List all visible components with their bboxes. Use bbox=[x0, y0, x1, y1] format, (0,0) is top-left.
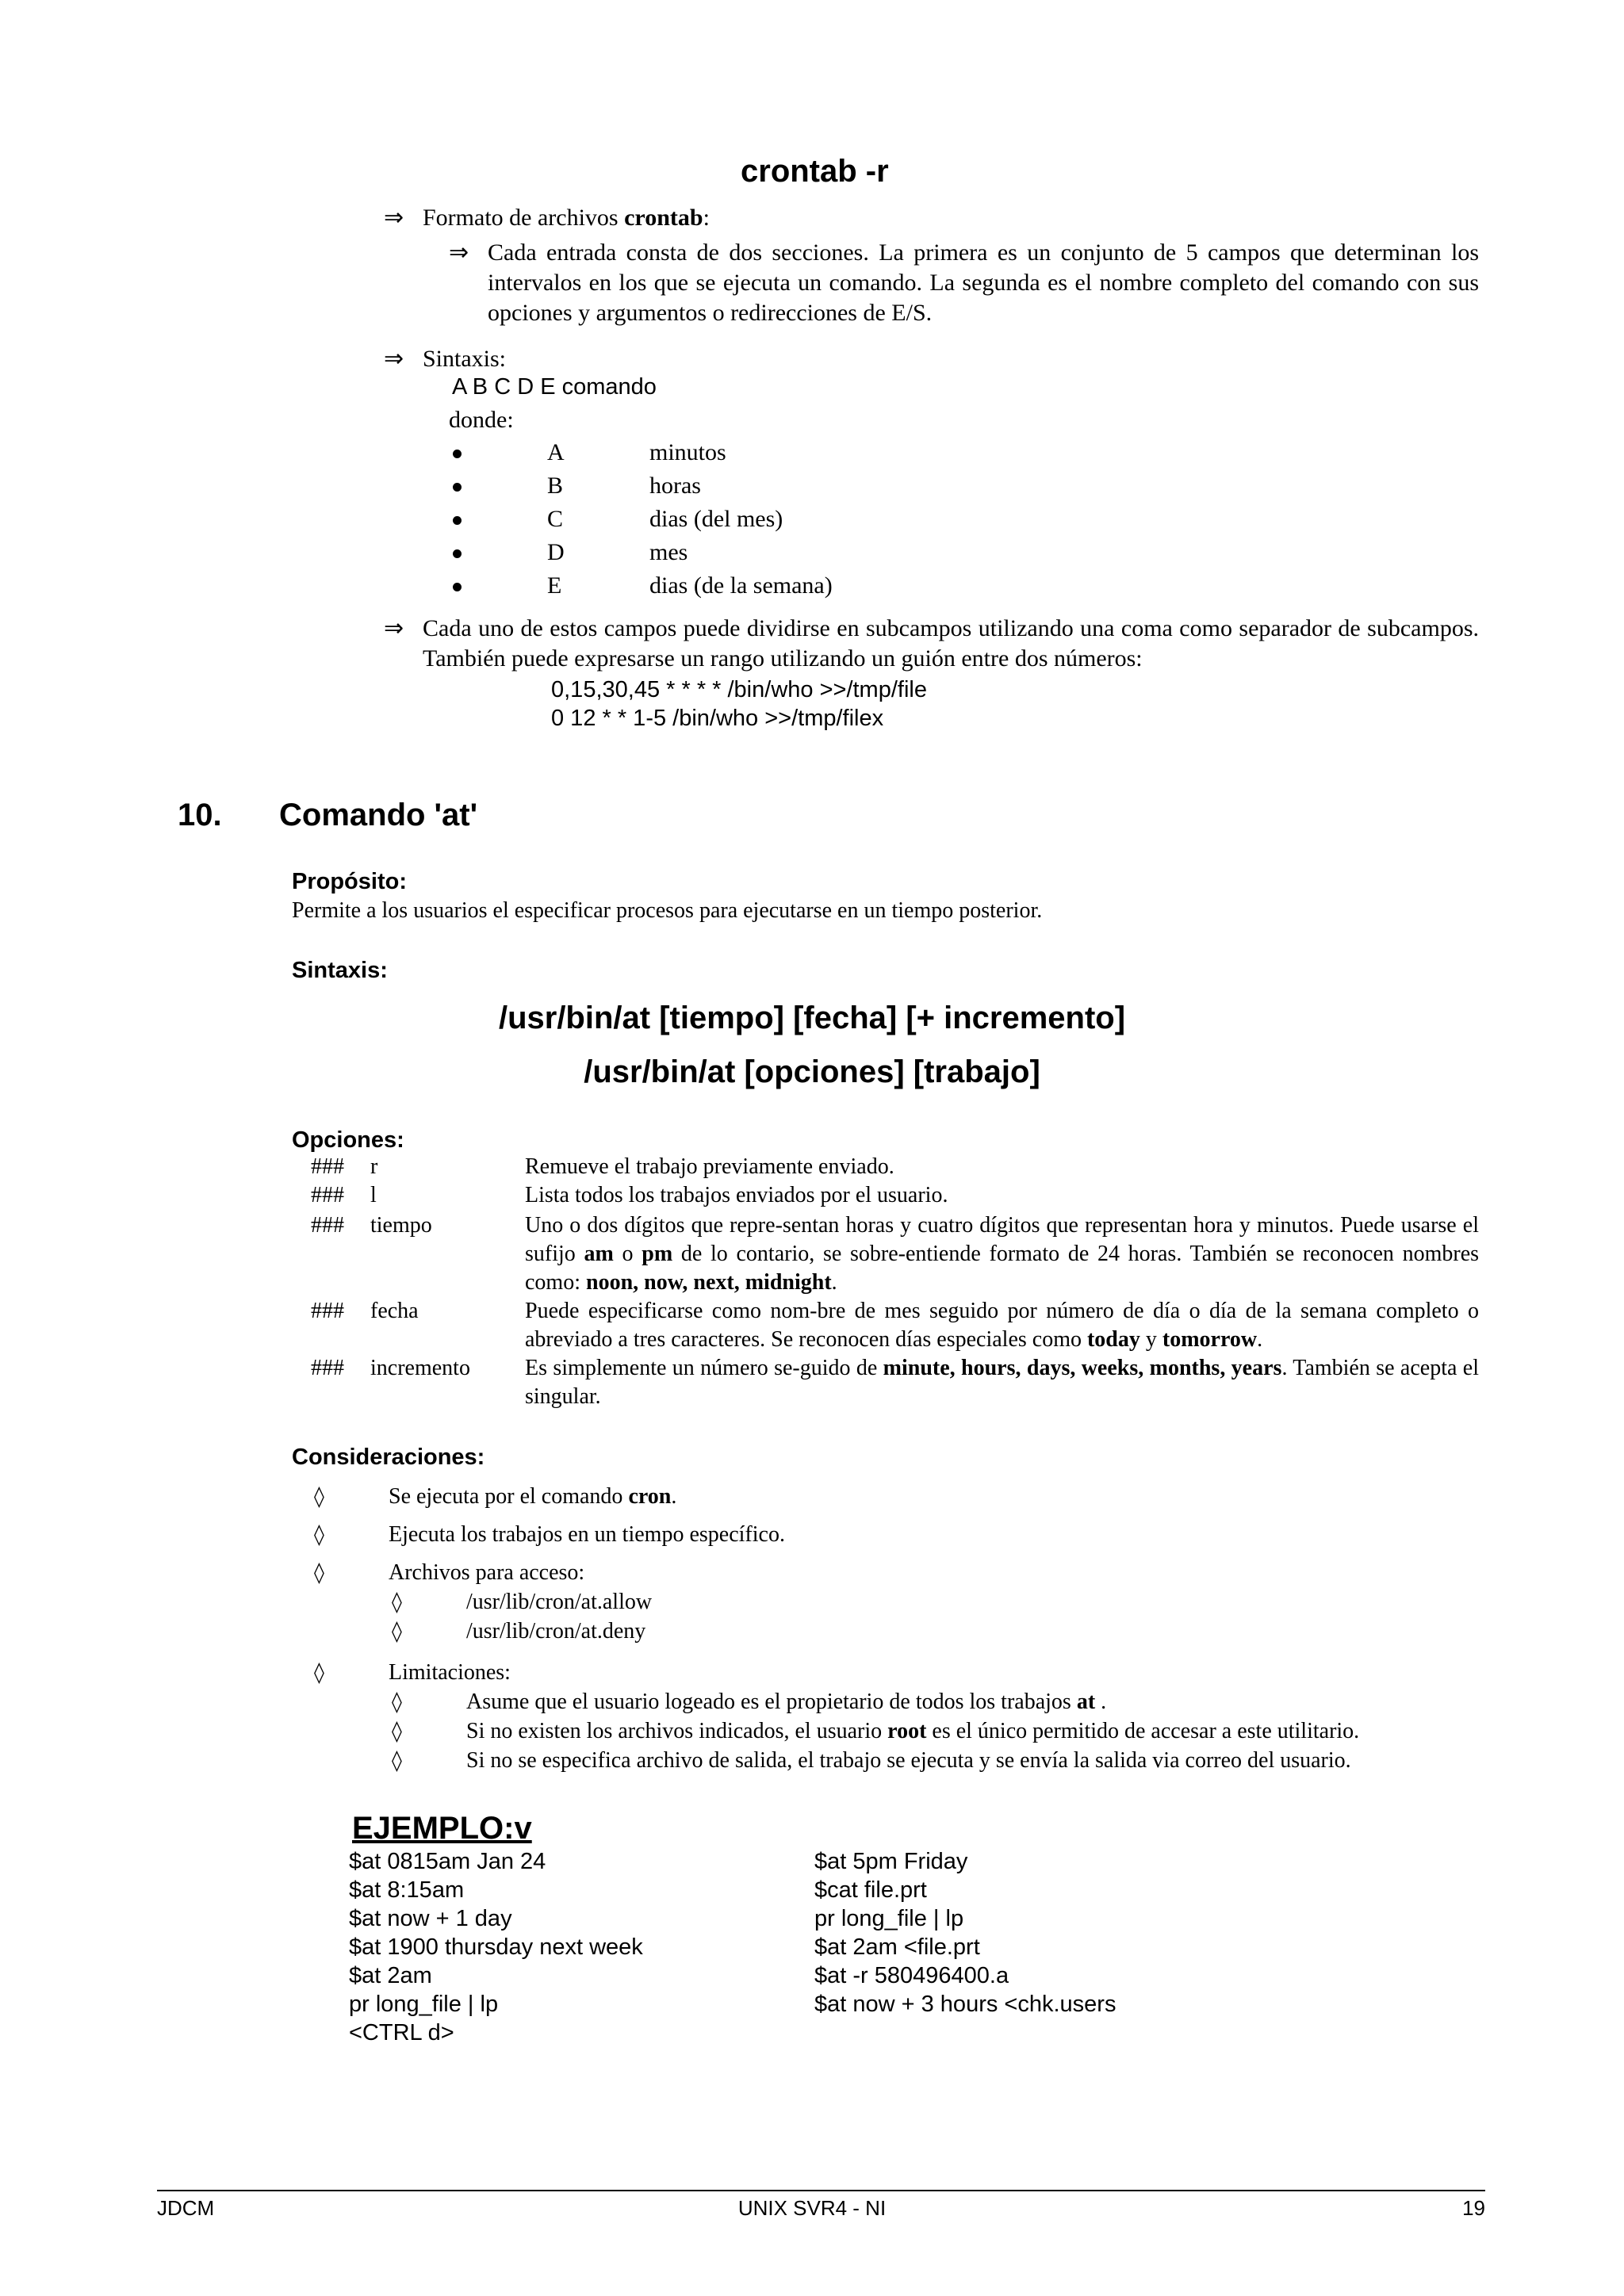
option-name: r bbox=[370, 1154, 378, 1179]
field-letter: E bbox=[547, 572, 562, 599]
limitation-item: Asume que el usuario logeado es el propietario de todos los trabajos at . bbox=[466, 1689, 1107, 1714]
field-desc: horas bbox=[649, 473, 701, 499]
crontab-title: crontab -r bbox=[741, 154, 889, 189]
consideration-item: Se ejecuta por el comando cron. bbox=[389, 1484, 677, 1509]
syntax-line: A B C D E comando bbox=[452, 374, 657, 400]
syntax-line: /usr/bin/at [tiempo] [fecha] [+ incremento] bbox=[498, 1001, 1126, 1035]
consideration-item: Ejecuta los trabajos en un tiempo específico. bbox=[389, 1522, 785, 1547]
limitation-item: Si no existen los archivos indicados, el usuario root es el único permitido de accesar a este utilitario. bbox=[466, 1719, 1360, 1743]
footer-center: UNIX SVR4 - NI bbox=[737, 2196, 887, 2220]
purpose-label: Propósito: bbox=[292, 869, 407, 894]
example-line: $at 8:15am bbox=[349, 1877, 465, 1903]
footer-page-number: 19 bbox=[1462, 2196, 1485, 2220]
option-mark: ### bbox=[311, 1356, 344, 1380]
bullet-icon bbox=[453, 450, 462, 458]
field-letter: D bbox=[547, 539, 565, 565]
example-line: pr long_file | lp bbox=[814, 1906, 964, 1931]
field-letter: A bbox=[547, 439, 565, 465]
field-letter: B bbox=[547, 473, 564, 499]
syntax-label: Sintaxis: bbox=[292, 958, 388, 983]
example-line: $at 2am <file.prt bbox=[814, 1934, 980, 1960]
example-title: EJEMPLO:v bbox=[352, 1811, 532, 1846]
footer-left: JDCM bbox=[157, 2196, 215, 2220]
option-name: tiempo bbox=[370, 1213, 432, 1238]
option-name: incremento bbox=[370, 1356, 470, 1380]
diamond-bullet-icon: ◊ bbox=[392, 1720, 402, 1743]
field-desc: dias (del mes) bbox=[649, 506, 783, 532]
field-desc: dias (de la semana) bbox=[649, 572, 833, 599]
subfields-description: Cada uno de estos campos puede dividirse en subcampos utilizando una coma como separador de subcampos. También puede expresarse un rango utilizando un guión entre dos números: bbox=[423, 615, 1479, 672]
diamond-bullet-icon: ◊ bbox=[314, 1523, 324, 1547]
arrow-icon: ⇒ bbox=[449, 239, 469, 266]
consideration-item: Limitaciones: bbox=[389, 1660, 511, 1685]
arrow-icon: ⇒ bbox=[384, 204, 404, 232]
example-line: <CTRL d> bbox=[349, 2020, 454, 2045]
options-label: Opciones: bbox=[292, 1127, 404, 1153]
option-desc: Lista todos los trabajos enviados por el usuario. bbox=[525, 1183, 948, 1207]
footer-rule bbox=[157, 2190, 1485, 2191]
diamond-bullet-icon: ◊ bbox=[392, 1590, 402, 1614]
field-desc: minutos bbox=[649, 439, 726, 465]
example-line: $cat file.prt bbox=[814, 1877, 927, 1903]
option-desc: Puede especificarse como nom-bre de mes seguido por número de día o día de la semana completo o abreviado a tres caracteres. Se reconocen días especiales como today y tomorrow. bbox=[525, 1299, 1479, 1352]
diamond-bullet-icon: ◊ bbox=[392, 1620, 402, 1644]
option-desc: Uno o dos dígitos que repre-sentan horas y cuatro dígitos que representan hora y minutos. Puede usarse el sufijo am o pm de lo contario, se sobre-entiende formato de 24 horas. También se reconocen nombres como: noon, now, next, midnight. bbox=[525, 1213, 1480, 1295]
option-name: l bbox=[370, 1183, 377, 1207]
access-file: /usr/lib/cron/at.allow bbox=[466, 1590, 653, 1614]
option-mark: ### bbox=[311, 1299, 344, 1323]
diamond-bullet-icon: ◊ bbox=[392, 1690, 402, 1714]
diamond-bullet-icon: ◊ bbox=[314, 1485, 324, 1509]
limitation-item: Si no se especifica archivo de salida, el trabajo se ejecuta y se envía la salida via correo del usuario. bbox=[466, 1748, 1351, 1773]
option-name: fecha bbox=[370, 1299, 419, 1323]
section-title: Comando 'at' bbox=[279, 798, 478, 832]
example-line: $at now + 3 hours <chk.users bbox=[814, 1992, 1116, 2017]
arrow-icon: ⇒ bbox=[384, 345, 404, 373]
purpose-text: Permite a los usuarios el especificar procesos para ejecutarse en un tiempo posterior. bbox=[292, 898, 1043, 923]
bullet-icon bbox=[453, 483, 462, 492]
access-file: /usr/lib/cron/at.deny bbox=[466, 1619, 646, 1644]
example-line: $at 2am bbox=[349, 1963, 432, 1988]
option-mark: ### bbox=[311, 1213, 344, 1238]
bullet-icon bbox=[453, 516, 462, 525]
diamond-bullet-icon: ◊ bbox=[392, 1749, 402, 1773]
example-line: $at now + 1 day bbox=[349, 1906, 512, 1931]
entry-description: Cada entrada consta de dos secciones. La primera es un conjunto de 5 campos que determinan los intervalos en los que se ejecuta un comando. La segunda es el nombre completo del comando con sus opciones y argumentos o redirecciones de E/S. bbox=[488, 239, 1479, 326]
considerations-label: Consideraciones: bbox=[292, 1445, 485, 1470]
cron-example: 0,15,30,45 * * * * /bin/who >>/tmp/file bbox=[551, 677, 927, 702]
field-letter: C bbox=[547, 506, 564, 532]
consideration-item: Archivos para acceso: bbox=[389, 1560, 585, 1585]
option-desc: Es simplemente un número se-guido de minute, hours, days, weeks, months, years. También se acepta el singular. bbox=[525, 1356, 1479, 1409]
option-desc: Remueve el trabajo previamente enviado. bbox=[525, 1154, 894, 1179]
example-line: pr long_file | lp bbox=[349, 1992, 499, 2017]
example-line: $at -r 580496400.a bbox=[814, 1963, 1009, 1988]
option-mark: ### bbox=[311, 1183, 344, 1207]
option-mark: ### bbox=[311, 1154, 344, 1179]
bullet-icon bbox=[453, 583, 462, 591]
bullet-icon bbox=[453, 549, 462, 558]
example-line: $at 1900 thursday next week bbox=[349, 1934, 643, 1960]
format-line: Formato de archivos crontab: bbox=[423, 205, 710, 231]
syntax-label: Sintaxis: bbox=[423, 346, 507, 372]
example-line: $at 5pm Friday bbox=[814, 1849, 968, 1874]
diamond-bullet-icon: ◊ bbox=[314, 1661, 324, 1685]
cron-example: 0 12 * * 1-5 /bin/who >>/tmp/filex bbox=[551, 706, 884, 731]
field-desc: mes bbox=[649, 539, 688, 565]
diamond-bullet-icon: ◊ bbox=[314, 1561, 324, 1585]
example-line: $at 0815am Jan 24 bbox=[349, 1849, 546, 1874]
section-number: 10. bbox=[178, 798, 222, 832]
syntax-line: /usr/bin/at [opciones] [trabajo] bbox=[584, 1054, 1040, 1089]
donde-label: donde: bbox=[449, 407, 514, 433]
arrow-icon: ⇒ bbox=[384, 614, 404, 642]
